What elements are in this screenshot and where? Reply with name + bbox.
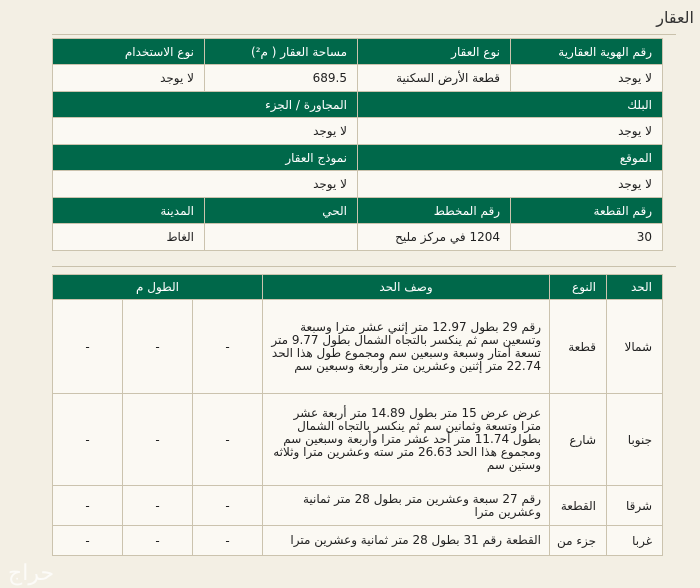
value-block: لا يوجد — [358, 118, 663, 145]
header-block: البلك — [358, 92, 663, 118]
boundary-south: جنوبا — [607, 394, 663, 486]
header-length: الطول م — [53, 275, 263, 300]
header-city: المدينة — [53, 198, 205, 224]
boundary-description: رقم 27 سبعة وعشرين متر بطول 28 متر ثمانية وعشرين مترا — [263, 486, 550, 526]
property-header-row — [53, 39, 663, 65]
plot-value-row — [53, 224, 663, 251]
location-value-row — [53, 171, 663, 198]
length-value: - — [193, 300, 263, 394]
boundary-east: شرقا — [607, 486, 663, 526]
value-city: الغاط — [53, 224, 205, 251]
boundary-west: غربا — [607, 526, 663, 556]
boundary-north: شمالا — [607, 300, 663, 394]
value-plan-number: 1204 في مركز مليح — [358, 224, 511, 251]
value-property-type: قطعة الأرض السكنية — [358, 65, 511, 92]
plot-header-row — [53, 198, 663, 224]
boundary-type: القطعة — [550, 486, 607, 526]
length-value: - — [193, 526, 263, 556]
boundary-type: جزء من — [550, 526, 607, 556]
table-row — [53, 394, 663, 486]
header-district: الحي — [205, 198, 358, 224]
section-divider — [52, 266, 676, 267]
value-property-model: لا يوجد — [53, 171, 358, 198]
header-type: النوع — [550, 275, 607, 300]
boundary-description: القطعة رقم 31 بطول 28 متر ثمانية وعشرين مترا — [263, 526, 550, 556]
section-divider — [52, 34, 676, 35]
value-plot-number: 30 — [511, 224, 663, 251]
boundary-type: قطعة — [550, 300, 607, 394]
header-neighborhood-part: المجاورة / الجزء — [53, 92, 358, 118]
header-property-type: نوع العقار — [358, 39, 511, 65]
value-location: لا يوجد — [358, 171, 663, 198]
block-value-row — [53, 118, 663, 145]
header-usage-type: نوع الاستخدام — [53, 39, 205, 65]
length-value: - — [123, 300, 193, 394]
value-usage-type: لا يوجد — [53, 65, 205, 92]
table-row — [53, 486, 663, 526]
length-value: - — [53, 300, 123, 394]
block-header-row — [53, 92, 663, 118]
property-value-row — [53, 65, 663, 92]
header-boundary: الحد — [607, 275, 663, 300]
header-property-area: مساحة العقار ( م²) — [205, 39, 358, 65]
value-property-id: لا يوجد — [511, 65, 663, 92]
boundaries-table — [52, 274, 663, 556]
boundary-description: عرض عرض 15 متر بطول 14.89 متر أربعة عشر مترا وتسعة وثمانين سم ثم ينكسر بالتجاه الشمال بطول 11.74 متر أحد عشر مترا وأربعة وسبعين سم ومجموع هذا الحد 26.63 متر سته وعشرين مترا وثلاثه وستين سم — [263, 394, 550, 486]
header-location: الموقع — [358, 145, 663, 171]
value-district — [205, 224, 358, 251]
length-value: - — [53, 486, 123, 526]
table-row — [53, 526, 663, 556]
length-value: - — [193, 394, 263, 486]
header-property-model: نموذج العقار — [53, 145, 358, 171]
header-description: وصف الحد — [263, 275, 550, 300]
header-plot-number: رقم القطعة — [511, 198, 663, 224]
boundary-type: شارع — [550, 394, 607, 486]
value-property-area: 689.5 — [205, 65, 358, 92]
location-header-row — [53, 145, 663, 171]
property-info-table — [52, 38, 663, 251]
header-plan-number: رقم المخطط — [358, 198, 511, 224]
section-title: العقار — [656, 8, 694, 27]
length-value: - — [53, 526, 123, 556]
length-value: - — [123, 526, 193, 556]
length-value: - — [123, 486, 193, 526]
table-row — [53, 300, 663, 394]
boundaries-header-row — [53, 275, 663, 300]
length-value: - — [53, 394, 123, 486]
header-property-id: رقم الهوية العقارية — [511, 39, 663, 65]
length-value: - — [193, 486, 263, 526]
watermark-logo: حراج — [8, 561, 55, 586]
boundary-description: رقم 29 بطول 12.97 متر إثني عشر مترا وسبعة وتسعين سم ثم ينكسر بالتجاه الشمال بطول 9.77 متر تسعة أمتار وسبعة وسبعين سم ومجموع طول هذا الحد 22.74 متر إثنين وعشرين متر وأربعة وسبعين سم — [263, 300, 550, 394]
length-value: - — [123, 394, 193, 486]
value-neighborhood-part: لا يوجد — [53, 118, 358, 145]
